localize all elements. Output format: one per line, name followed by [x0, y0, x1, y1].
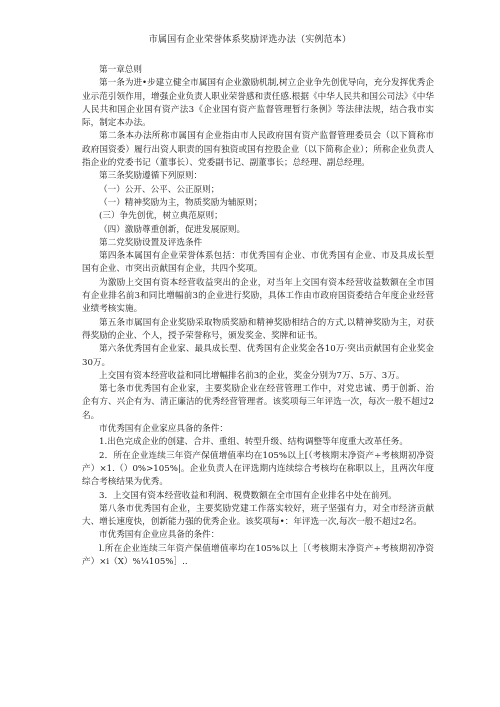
paragraph: 第三条奖励遵循下列原则： [99, 171, 203, 182]
paragraph: 第二条本办法所称市属国有企业指由市人民政府国有资产监督管理委员会（以下简称市政府国资委）履行出资人职责的国有独资或国有控股企业（以下简称企业）；所称企业负责人指企业的党委书记（董事长）、党委副书记、副董事长；总经理、副总经理。 [82, 131, 434, 169]
paragraph: 第五条市属国有企业奖励采取物质奖励和精神奖励相结合的方式,以精神奖励为主，对获得奖励的企业、个人，授予荣誉称号，颁发奖金、奖牌和证书。 [82, 317, 434, 341]
paragraph: 为激励上交国有资本经营收益突出的企业，对当年上交国有资本经营收益数额在全市国有企业排名前3和同比增幅前3的企业进行奖励，具体工作由市政府国资委结合年度企业经营业绩考核实施。 [82, 277, 434, 315]
paragraph: （一）精神奖励为主，物质奖励为辅原则； [99, 197, 263, 208]
paragraph: 2．所在企业连续三年资产保值增值率均在105%以上[（考核期末净资产÷考核期初净资产）×1.（）0%>105%|。企业负责人在评选期内连续综合考核均在称职以上，且两次年度综合考核结果为优秀。 [82, 450, 434, 488]
paragraph: 第二党奖励设置及评选条件 [99, 237, 203, 248]
paragraph: (三）争先创优，树立典范原则； [99, 211, 223, 222]
paragraph: 第一章总则 [99, 65, 142, 75]
paragraph: 第四条本属国有企业荣誉体系包括：市优秀国有企业、市优秀国有企业、市及具成长型国有企业、市突出贡献国有企业，共四个奖项。 [82, 251, 434, 275]
paragraph: 1.出色完成企业的创建、合并、重组、转型升级、结构调整等年度重大改革任务。 [99, 437, 408, 448]
paragraph: 第六条优秀国有企业家、最具成长型、优秀国有企业奖金各10万·突出贡献国有企业奖金30万。 [82, 344, 434, 368]
paragraph: 第八条市优秀国有企业，主要奖励党建工作落实较好，班子坚强有力，对全市经济贡献大、增长速度快，创新能力强的优秀企业。该奖项每•：年评选一次,每次一般不超过2名。 [82, 503, 434, 528]
paragraph: （四）激励尊重创新，促进发展原则。 [99, 224, 246, 235]
document-title: 市属国有企业荣誉体系奖励评选办法（实例范本） [148, 35, 352, 45]
paragraph: （一）公开、公平、公正原则； [99, 184, 220, 195]
paragraph: 第七条市优秀国有企业家，主要奖励企业在经营管理工作中，对党忠诚、勇于创新、治企有方、兴企有为、清正廉洁的优秀经营管理者。该奖项每三年评选一次，每次一般不超过2名。 [82, 384, 434, 421]
paragraph: 市优秀国有企业家应具备的条件： [99, 424, 228, 435]
paragraph: 上交国有资本经营收益和同比增幅排名前3的企业，奖金分别为7万、5万、3万。 [99, 370, 405, 381]
document-body [82, 64, 434, 569]
paragraph: 3．上交国有资本经营收益和利润、税费数额在全市国有企业排名中处在前列。 [99, 490, 397, 501]
paragraph: 第一条为进•步建立健全市属国有企业激励机制,树立企业争先创优导向，充分发挥优秀企业示范引领作用，增强企业负责人职业荣誉感和责任感.根据《中华人民共和国公司法》《中华人民共和国企业国有资产法3《企业国有资产监督管理暂行条例》等法律法规，结合我市实际，制定本办法。 [82, 78, 434, 129]
paragraph: l.所在企业连续三年资产保值增值率均在105%以上［（考核期末净资产÷考核期初净资产）×i（X）%¼105%］.. [82, 543, 434, 567]
paragraph: 市优秀国有企业应具备的条件： [99, 530, 220, 541]
